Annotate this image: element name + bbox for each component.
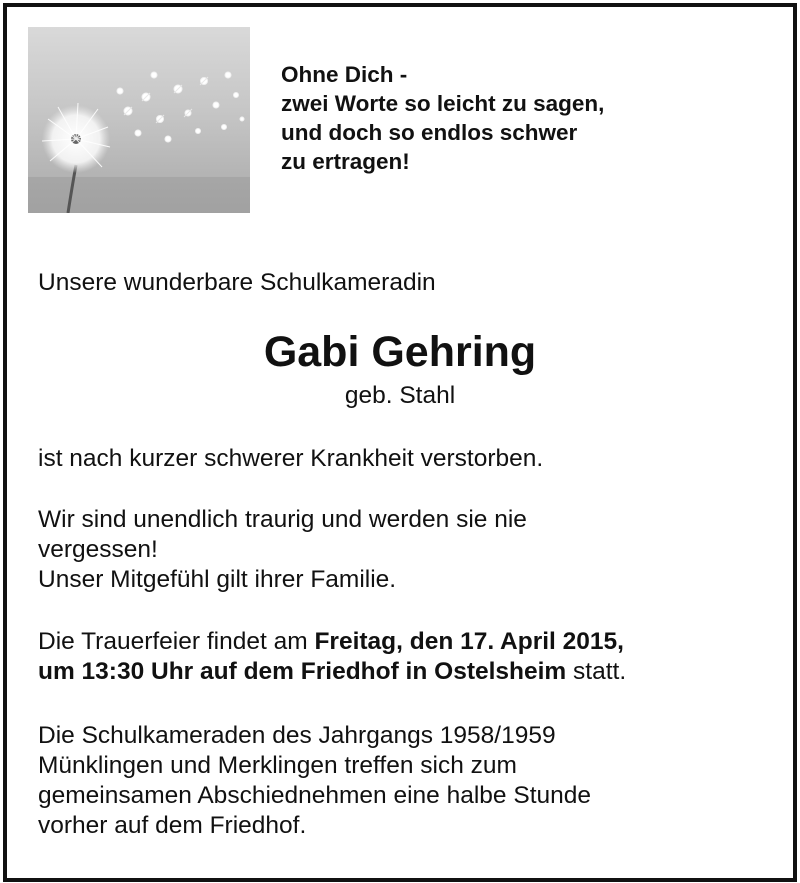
quote-line: zwei Worte so leicht zu sagen, — [281, 91, 605, 116]
quote-line: zu ertragen! — [281, 149, 410, 174]
condolence-line: Unser Mitgefühl gilt ihrer Familie. — [38, 566, 397, 593]
funeral-time-place: um 13:30 Uhr auf dem Friedhof in Ostelsheim — [38, 658, 567, 685]
condolence-text — [38, 505, 527, 595]
classmates-line: Münklingen und Merklingen treffen sich zum — [38, 752, 517, 779]
announcement-text: ist nach kurzer schwerer Krankheit verstorben. — [38, 445, 544, 472]
deceased-name: Gabi Gehring — [263, 328, 537, 376]
condolence-line: vergessen! — [38, 536, 158, 563]
classmates-line: Die Schulkameraden des Jahrgangs 1958/1959 — [38, 722, 556, 749]
funeral-prefix: Die Trauerfeier findet am — [38, 628, 315, 655]
condolence-line: Wir sind unendlich traurig und werden sie nie — [38, 506, 527, 533]
funeral-info — [38, 627, 626, 687]
memorial-quote — [281, 60, 604, 176]
funeral-suffix: statt. — [566, 658, 627, 685]
quote-line: Ohne Dich - — [281, 62, 408, 87]
intro-text: Unsere wunderbare Schulkameradin — [38, 269, 436, 296]
maiden-name: geb. Stahl — [344, 382, 456, 409]
dandelion-image — [28, 27, 250, 213]
classmates-text — [38, 721, 591, 841]
funeral-date: Freitag, den 17. April 2015, — [314, 628, 624, 655]
quote-line: und doch so endlos schwer — [281, 120, 578, 145]
classmates-line: gemeinsamen Abschiednehmen eine halbe Stunde — [38, 782, 592, 809]
classmates-line: vorher auf dem Friedhof. — [38, 812, 307, 839]
